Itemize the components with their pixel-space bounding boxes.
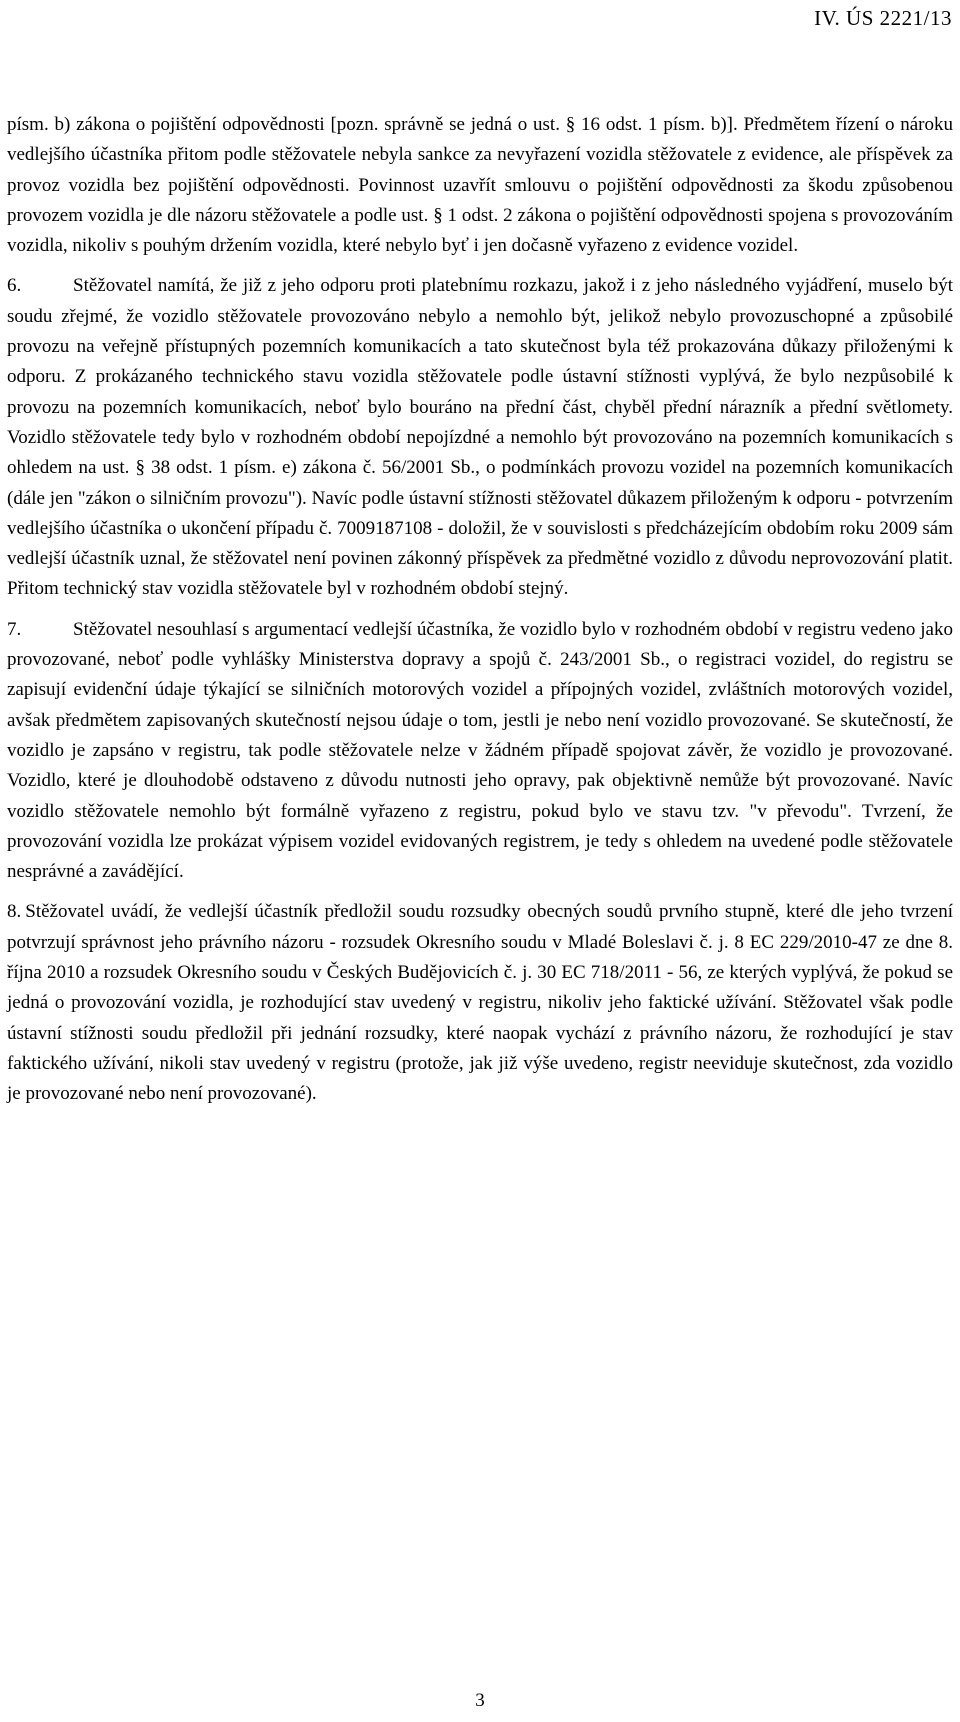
paragraph-number: 6. (7, 275, 22, 297)
continuation-text: písm. b) zákona o pojištění odpovědnosti [pozn. správně se jedná o ust. § 16 odst. 1 písm. b)]. Předmětem řízení o nároku vedlejšího účastníka přitom podle stěžovatele nebyla sankce za nevyřazení vozidla stěžovatele z evidence, ale příspěvek za provoz vozidla bez pojištění odpovědnosti. Povinnost uzavřít smlouvu o pojištění odpovědnosti za škodu způsobenou provozem vozidla je dle názoru stěžovatele a podle ust. § 1 odst. 2 zákona o pojištění odpovědnosti spojena s provozováním vozidla, nikoliv s pouhým držením vozidla, které nebylo byť i jen dočasně vyřazeno z evidence vozidel. (7, 114, 953, 257)
paragraph-7 (7, 615, 953, 888)
page-number: 3 (475, 1690, 485, 1711)
paragraph-number: 8. (7, 901, 22, 923)
paragraph-8 (7, 897, 953, 1109)
paragraph-text: Stěžovatel nesouhlasí s argumentací vedlejší účastníka, že vozidlo bylo v rozhodném období v registru vedeno jako provozované, neboť podle vyhlášky Ministerstva dopravy a spojů č. 243/2001 Sb., o registraci vozidel, do registru se zapisují evidenční údaje týkající se silničních motorových vozidel a přípojných vozidel, zvláštních motorových vozidel, avšak předmětem zapisovaných skutečností nejsou údaje o tom, jestli je nebo není vozidlo provozované. Se skutečností, že vozidlo je zapsáno v registru, tak podle stěžovatele nelze v žádném případě spojovat závěr, že vozidlo je provozované. Vozidlo, které je dlouhodobě odstaveno z důvodu nutnosti jeho opravy, pak objektivně nemůže být provozované. Navíc vozidlo stěžovatele nemohlo být formálně vyřazeno z registru, pokud bylo ve stavu tzv. "v převodu". Tvrzení, že provozování vozidla lze prokázat výpisem vozidel evidovaných registrem, je tedy s ohledem na uvedené podle stěžovatele nesprávné a zavádějící. (7, 618, 953, 883)
continuation-paragraph (7, 110, 953, 261)
paragraph-6 (7, 271, 953, 604)
paragraph-text: Stěžovatel namítá, že již z jeho odporu proti platebnímu rozkazu, jakož i z jeho následného vyjádření, muselo být soudu zřejmé, že vozidlo stěžovatele provozováno nebylo a nemohlo být, jelikož nebylo provozuschopné a způsobilé provozu na veřejně přístupných pozemních komunikacích a tato skutečnost byla též prokazována důkazy přiloženými k odporu. Z prokázaného technického stavu vozidla stěžovatele podle ústavní stížnosti vyplývá, že bylo nezpůsobilé k provozu na pozemních komunikacích, neboť bylo bouráno na přední část, chyběl přední nárazník a přední světlomety. Vozidlo stěžovatele tedy bylo v rozhodném období nepojízdné a nemohlo být provozováno na pozemních komunikacích s ohledem na ust. § 38 odst. 1 písm. e) zákona č. 56/2001 Sb., o podmínkách provozu vozidel na pozemních komunikacích (dále jen "zákon o silničním provozu"). Navíc podle ústavní stížnosti stěžovatel důkazem přiloženým k odporu - potvrzením vedlejšího účastníka o ukončení případu č. 7009187108 - doložil, že v souvislosti s předcházejícím obdobím roku 2009 sám vedlejší účastník uznal, že stěžovatel není povinen zákonný příspěvek za předmětné vozidlo z důvodu neprovozování platit. Přitom technický stav vozidla stěžovatele byl v rozhodném období stejný. (7, 275, 953, 600)
document-body (7, 110, 953, 1110)
paragraph-text: Stěžovatel uvádí, že vedlejší účastník předložil soudu rozsudky obecných soudů prvního stupně, které dle jeho tvrzení potvrzují správnost jeho právního názoru - rozsudek Okresního soudu v Mladé Boleslavi č. j. 8 EC 229/2010-47 ze dne 8. října 2010 a rozsudek Okresního soudu v Českých Budějovicích č. j. 30 EC 718/2011 - 56, ze kterých vyplývá, že pokud se jedná o provozování vozidla, je rozhodující stav uvedený v registru, nikoliv jeho faktické užívání. Stěžovatel však podle ústavní stížnosti soudu předložil při jednání rozsudky, které naopak vychází z právního názoru, že rozhodující je stav faktického užívání, nikoli stav uvedený v registru (protože, jak již výše uvedeno, registr neeviduje skutečnost, zda vozidlo je provozované nebo není provozované). (7, 901, 953, 1105)
case-number-header: IV. ÚS 2221/13 (814, 6, 952, 30)
paragraph-number: 7. (7, 618, 22, 640)
